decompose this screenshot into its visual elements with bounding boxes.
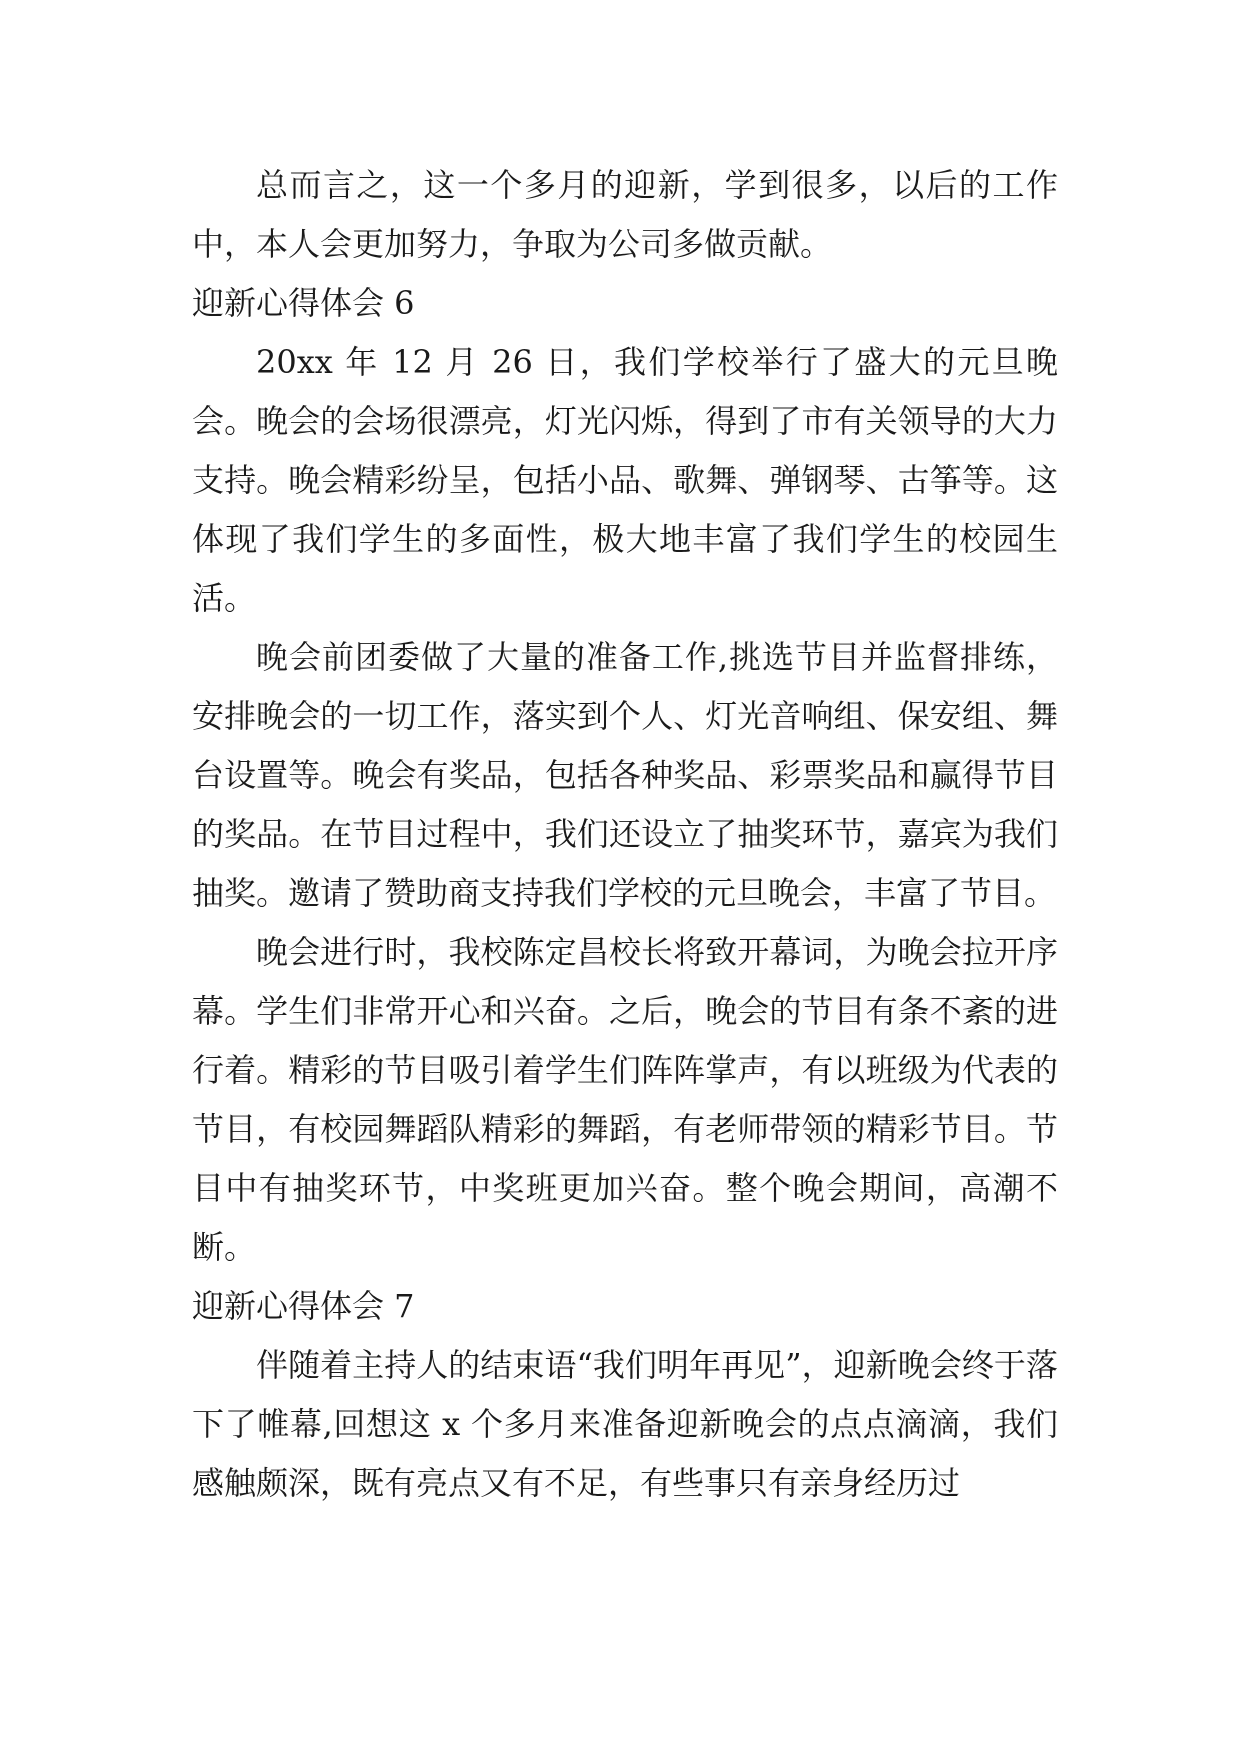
paragraph-gala-preparation: 晚会前团委做了大量的准备工作,挑选节目并监督排练，安排晚会的一切工作，落实到个人、灯光音响组、保安组、舞台设置等。晚会有奖品，包括各种奖品、彩票奖品和赢得节目的奖品。在节目过程中，我们还设立了抽奖环节，嘉宾为我们抽奖。邀请了赞助商支持我们学校的元旦晚会，丰富了节目。 — [192, 638, 1058, 912]
paragraph-gala-intro: 20xx 年 12 月 26 日，我们学校举行了盛大的元旦晚会。晚会的会场很漂亮，灯光闪烁，得到了市有关领导的大力支持。晚会精彩纷呈，包括小品、歌舞、弹钢琴、古筝等。这体现了我们学生的多面性，极大地丰富了我们学生的校园生活。 — [192, 343, 1058, 617]
section-heading-7: 迎新心得体会 7 — [192, 1287, 415, 1325]
section-heading-6: 迎新心得体会 6 — [192, 284, 415, 322]
document-body — [192, 156, 1058, 1513]
paragraph-summary: 总而言之，这一个多月的迎新，学到很多，以后的工作中，本人会更加努力，争取为公司多做贡献。 — [192, 166, 1058, 263]
paragraph-gala-ending: 伴随着主持人的结束语“我们明年再见”，迎新晚会终于落下了帷幕,回想这 x 个多月来准备迎新晚会的点点滴滴，我们感触颇深，既有亮点又有不足，有些事只有亲身经历过 — [192, 1346, 1058, 1502]
paragraph-gala-progress: 晚会进行时，我校陈定昌校长将致开幕词，为晚会拉开序幕。学生们非常开心和兴奋。之后，晚会的节目有条不紊的进行着。精彩的节目吸引着学生们阵阵掌声，有以班级为代表的节目，有校园舞蹈队精彩的舞蹈，有老师带领的精彩节目。节目中有抽奖环节，中奖班更加兴奋。整个晚会期间，高潮不断。 — [192, 933, 1058, 1266]
